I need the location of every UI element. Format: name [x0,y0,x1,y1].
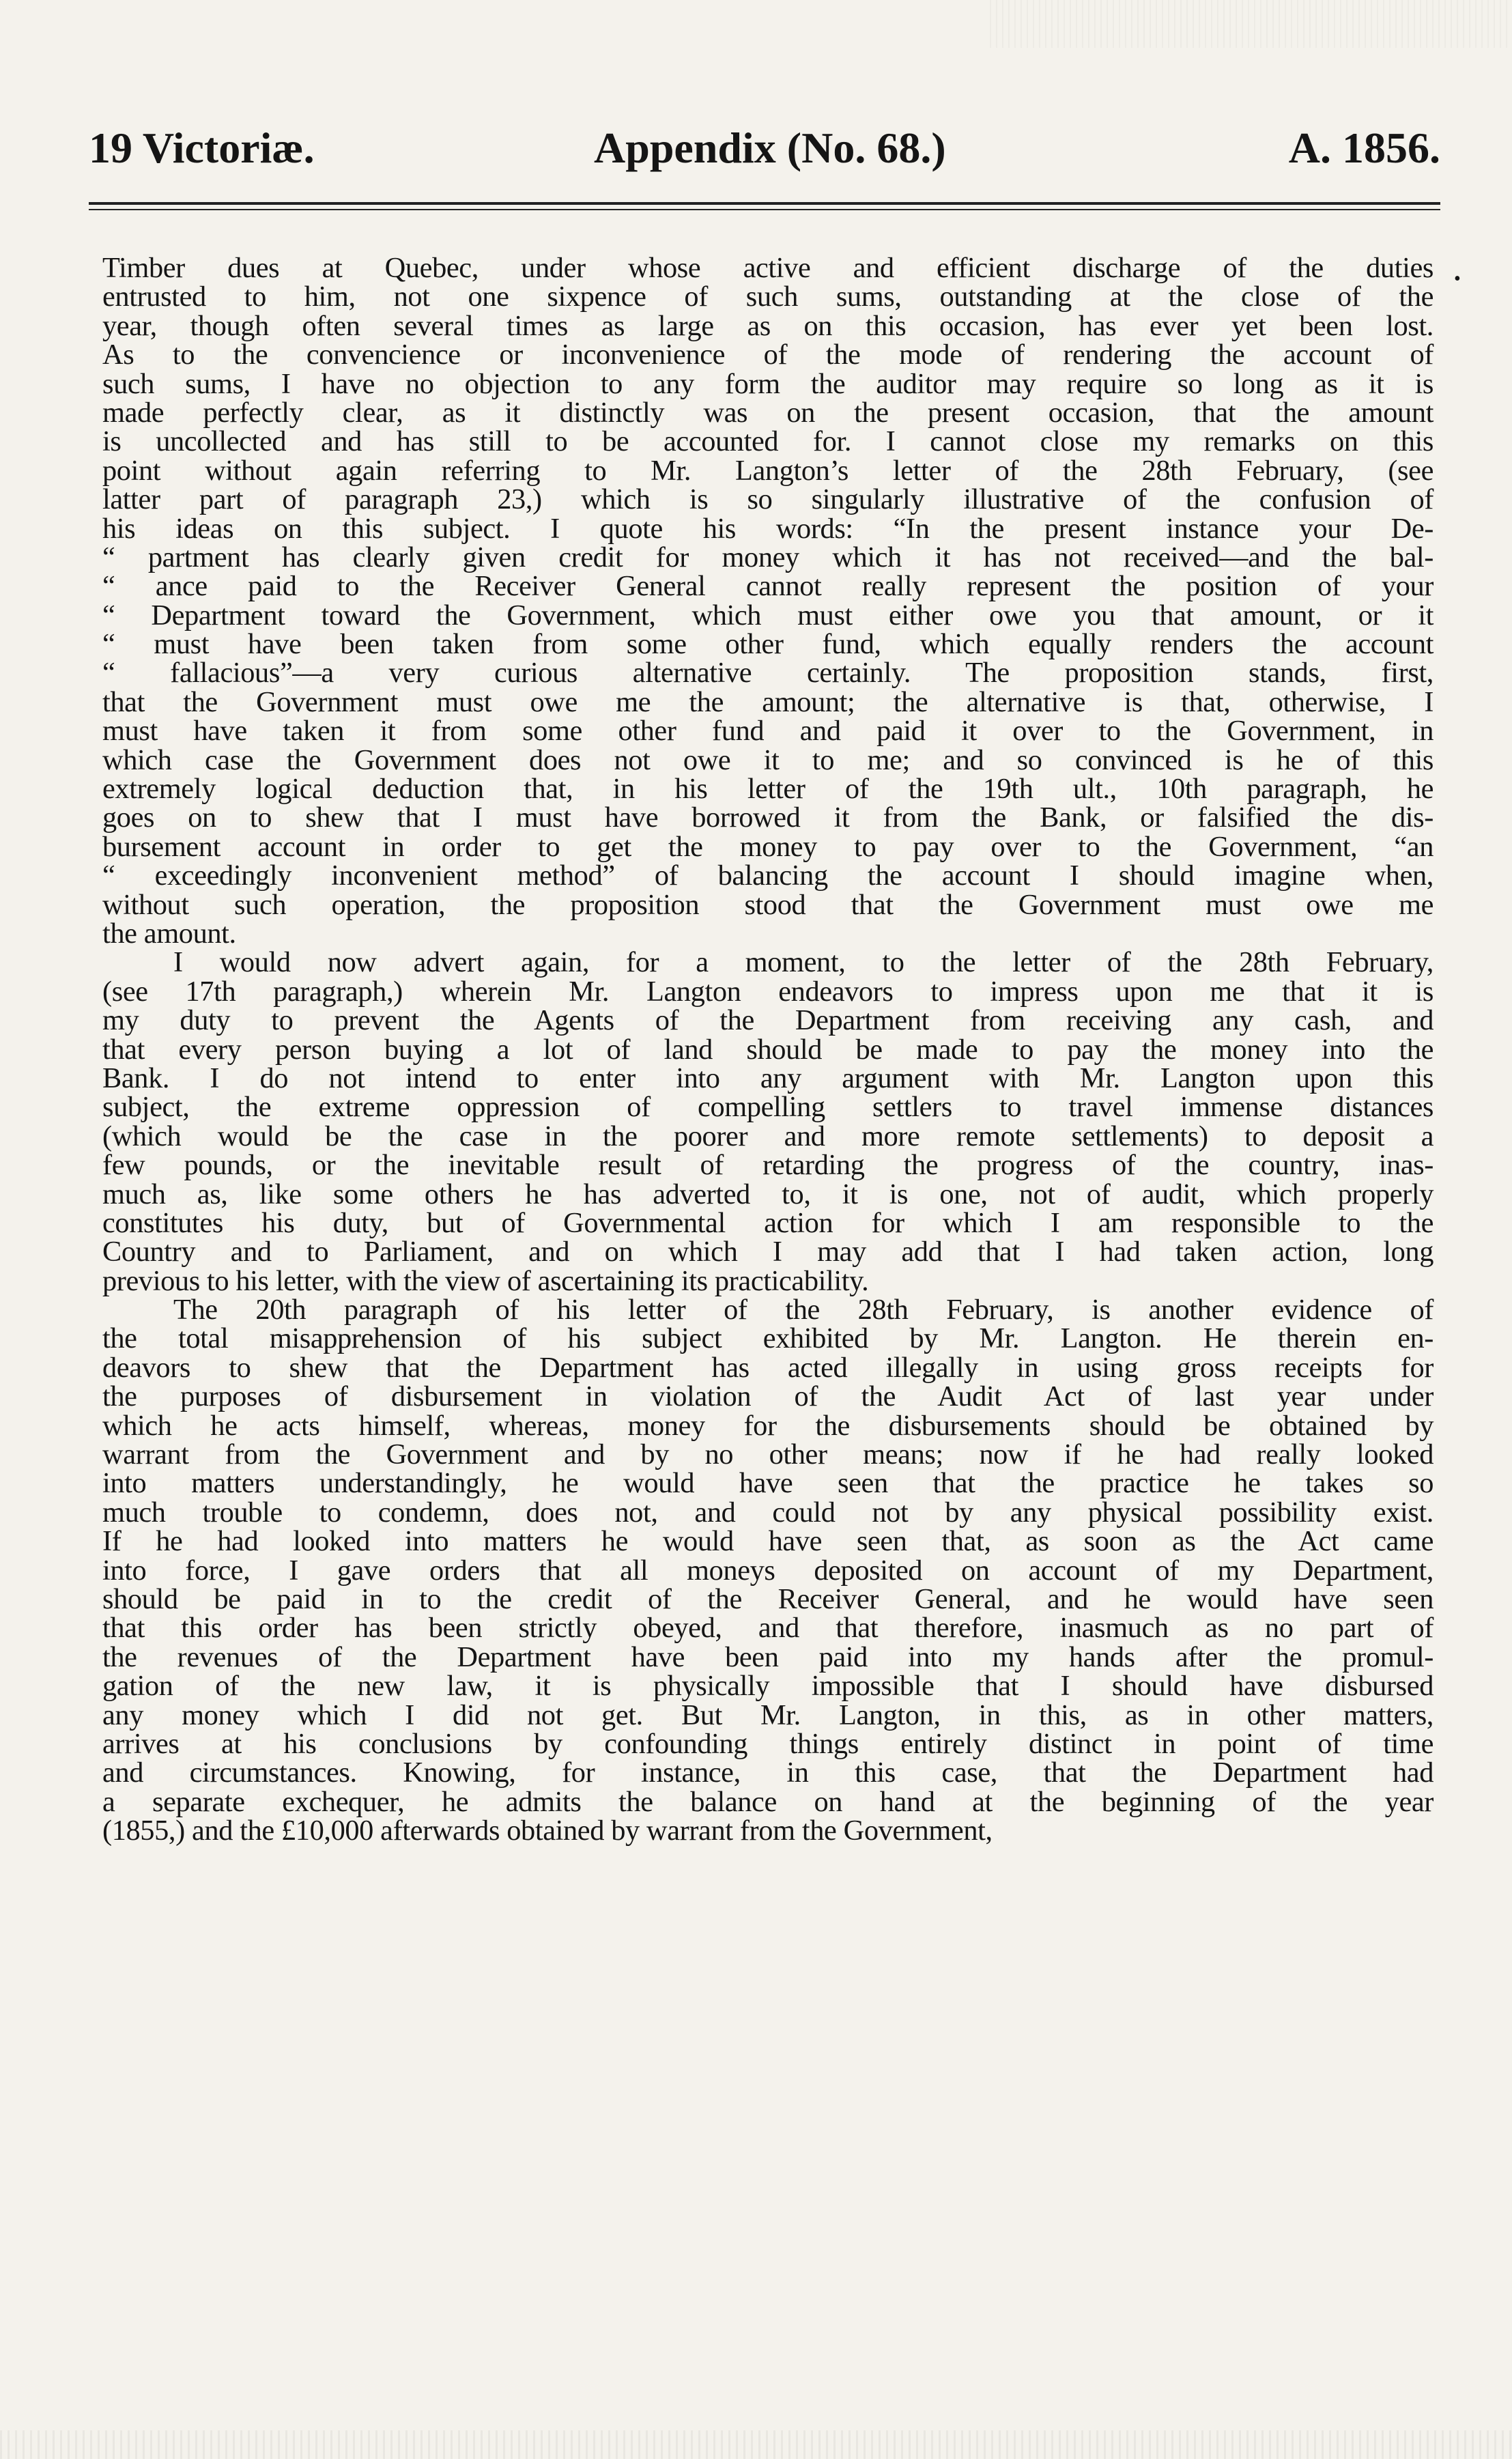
text-line: that this order has been strictly obeyed, and that therefore, inasmuch as no part of [102,1612,1433,1645]
text-line: much as, like some others he has adverted to, it is one, not of audit, which properly [102,1178,1433,1210]
text-line: few pounds, or the inevitable result of retarding the progress of the country, inas- [102,1149,1433,1182]
text-line: latter part of paragraph 23,) which is so singularly illustrative of the confusion of [102,483,1433,516]
text-line: “ partment has clearly given credit for money which it has not received—and the bal- [102,541,1433,573]
body-text [102,254,1433,1845]
scan-noise-bottom [0,2430,1512,2459]
text-line: I would now advert again, for a moment, to the letter of the 28th February, [173,946,1433,979]
text-line: any money which I did not get. But Mr. Langton, in this, as in other matters, [102,1698,1433,1731]
text-line: Country and to Parliament, and on which I may add that I had taken action, long [102,1236,1433,1268]
header-session: 19 Victoriæ. [89,124,315,172]
text-line: that the Government must owe me the amount; the alternative is that, otherwise, I [102,685,1433,718]
text-line: his ideas on this subject. I quote his words: “In the present instance your De- [102,512,1433,545]
text-line: into force, I gave orders that all moneys deposited on account of my Department, [102,1554,1433,1587]
text-line: entrusted to him, not one sixpence of such sums, outstanding at the close of the [102,281,1433,313]
text-line: the purposes of disbursement in violation of the Audit Act of last year under [102,1380,1433,1413]
header-rule-thin [89,209,1440,210]
text-line: “ fallacious”—a very curious alternative certainly. The proposition stands, first, [102,657,1433,690]
text-line: warrant from the Government and by no other means; now if he had really looked [102,1438,1433,1471]
text-line: “ ance paid to the Receiver General cannot really represent the position of your [102,570,1433,603]
text-line: into matters understandingly, he would have seen that the practice he takes so [102,1467,1433,1500]
text-line: previous to his letter, with the view of ascertaining its practicability. [102,1264,869,1297]
margin-mark: • [1454,268,1461,289]
text-line: such sums, I have no objection to any form the auditor may require so long as it is [102,367,1433,400]
text-line: year, though often several times as large as on this occasion, has ever yet been lost. [102,309,1433,342]
text-line: bursement account in order to get the money to pay over to the Government, “an [102,830,1433,863]
text-line: which case the Government does not owe it to me; and so convinced is he of this [102,743,1433,776]
text-line: made perfectly clear, as it distinctly was on the present occasion, that the amount [102,396,1433,429]
text-line: (which would be the case in the poorer and more remote settlements) to deposit a [102,1120,1433,1152]
text-line: Bank. I do not intend to enter into any argument with Mr. Langton upon this [102,1062,1433,1094]
scan-noise-top [990,0,1512,48]
text-line: “ exceedingly inconvenient method” of balancing the account I should imagine when, [102,859,1433,892]
text-line: which he acts himself, whereas, money for the disbursements should be obtained by [102,1409,1433,1442]
text-line: a separate exchequer, he admits the balance on hand at the beginning of the year [102,1785,1433,1818]
text-line: and circumstances. Knowing, for instance, in this case, that the Department had [102,1757,1433,1789]
text-line: constitutes his duty, but of Governmental action for which I am responsible to the [102,1206,1433,1239]
text-line: much trouble to condemn, does not, and could not by any physical possibility exist. [102,1496,1433,1529]
text-line: my duty to prevent the Agents of the Department from receiving any cash, and [102,1004,1433,1037]
text-line: (see 17th paragraph,) wherein Mr. Langton endeavors to impress upon me that it is [102,975,1433,1008]
text-line: should be paid in to the credit of the Receiver General, and he would have seen [102,1582,1433,1615]
text-line: extremely logical deduction that, in his letter of the 19th ult., 10th paragraph, he [102,773,1433,806]
text-line: If he had looked into matters he would have seen that, as soon as the Act came [102,1525,1433,1558]
text-line: must have taken it from some other fund and paid it over to the Government, in [102,715,1433,748]
text-line: point without again referring to Mr. Langton’s letter of the 28th February, (see [102,454,1433,487]
header-rule-thick [89,202,1440,205]
text-line: the revenues of the Department have been paid into my hands after the promul- [102,1640,1433,1673]
paragraph [102,254,1433,948]
text-line: “ must have been taken from some other fund, which equally renders the account [102,628,1433,661]
paragraph [102,948,1433,1296]
text-line: without such operation, the proposition stood that the Government must owe me [102,888,1433,921]
text-line: subject, the extreme oppression of compelling settlers to travel immense distances [102,1091,1433,1124]
text-line: that every person buying a lot of land should be made to pay the money into the [102,1033,1433,1066]
text-line: gation of the new law, it is physically impossible that I should have disbursed [102,1670,1433,1703]
text-line: The 20th paragraph of his letter of the 28th February, is another evidence of [173,1294,1433,1326]
text-line: goes on to shew that I must have borrowed it from the Bank, or falsified the dis- [102,801,1433,834]
header-appendix: Appendix (No. 68.) [594,124,946,172]
page-header [89,117,1440,179]
text-line: arrives at his conclusions by confounding things entirely distinct in point of time [102,1727,1433,1760]
text-line: (1855,) and the £10,000 afterwards obtained by warrant from the Government, [102,1815,993,1847]
text-line: is uncollected and has still to be accounted for. I cannot close my remarks on this [102,425,1433,458]
text-line: As to the convencience or inconvenience of the mode of rendering the account of [102,339,1433,371]
header-year: A. 1856. [1288,124,1440,172]
text-line: Timber dues at Quebec, under whose active and efficient discharge of the duties [102,252,1433,284]
paragraph [102,1296,1433,1845]
text-line: “ Department toward the Government, which must either owe you that amount, or it [102,599,1433,631]
text-line: the amount. [102,917,236,950]
text-line: the total misapprehension of his subject exhibited by Mr. Langton. He therein en- [102,1322,1433,1355]
text-line: deavors to shew that the Department has acted illegally in using gross receipts for [102,1351,1433,1384]
